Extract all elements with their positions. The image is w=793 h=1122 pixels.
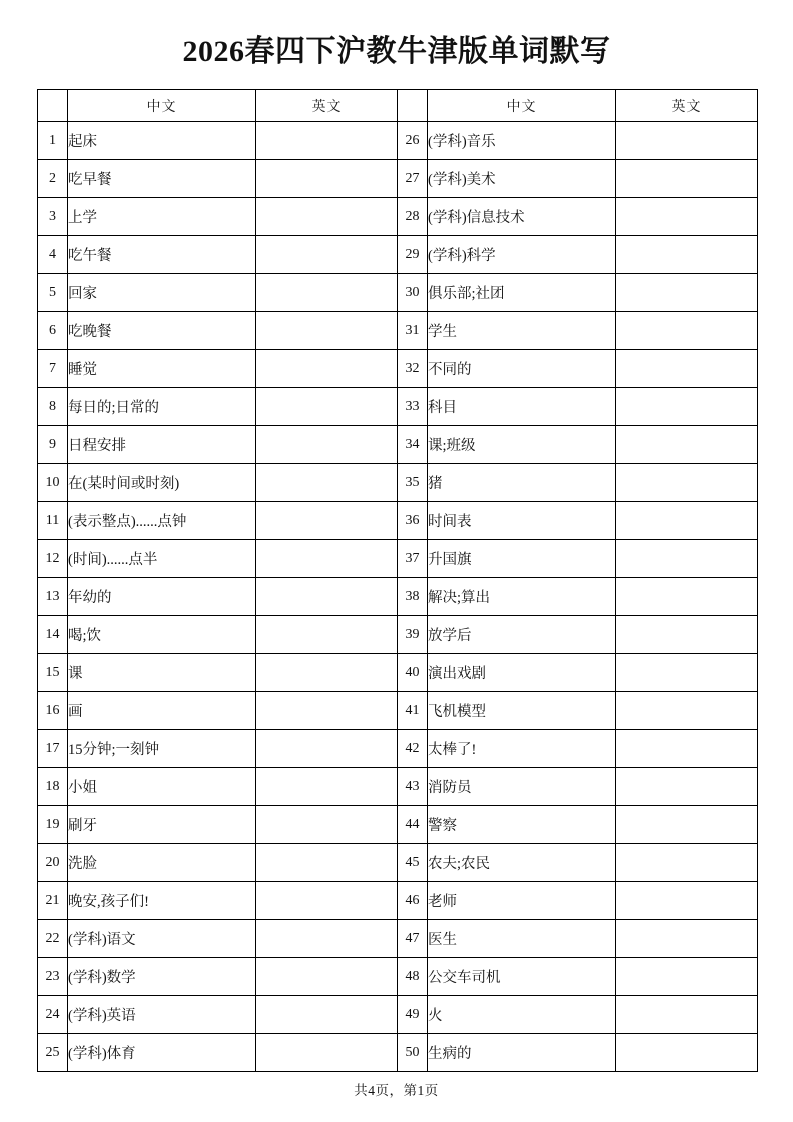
row-number-right: 37: [398, 540, 428, 578]
page-footer: 共4页，第1页: [354, 1083, 439, 1098]
chinese-word-right: 医生: [428, 920, 616, 958]
row-number-right: 40: [398, 654, 428, 692]
row-number-right: 28: [398, 198, 428, 236]
chinese-word-right: 太棒了!: [428, 730, 616, 768]
chinese-word-right: 学生: [428, 312, 616, 350]
chinese-word-left: (时间)......点半: [68, 540, 256, 578]
row-number-right: 49: [398, 996, 428, 1034]
english-answer-left[interactable]: [256, 464, 398, 502]
table-row: [38, 806, 758, 844]
chinese-word-left: 小姐: [68, 768, 256, 806]
row-number-left: 12: [38, 540, 68, 578]
chinese-word-right: 警察: [428, 806, 616, 844]
row-number-right: 46: [398, 882, 428, 920]
chinese-word-left: (学科)英语: [68, 996, 256, 1034]
chinese-word-right: 不同的: [428, 350, 616, 388]
chinese-word-left: 洗脸: [68, 844, 256, 882]
english-answer-right[interactable]: [616, 236, 758, 274]
english-answer-right[interactable]: [616, 312, 758, 350]
english-answer-left[interactable]: [256, 312, 398, 350]
table-row: [38, 312, 758, 350]
english-answer-right[interactable]: [616, 996, 758, 1034]
english-answer-right[interactable]: [616, 502, 758, 540]
header-row: [38, 90, 758, 122]
row-number-right: 29: [398, 236, 428, 274]
row-number-left: 15: [38, 654, 68, 692]
row-number-right: 48: [398, 958, 428, 996]
english-answer-right[interactable]: [616, 844, 758, 882]
header-number-right: [398, 90, 428, 122]
table-row: [38, 236, 758, 274]
chinese-word-right: 公交车司机: [428, 958, 616, 996]
header-number-left: [38, 90, 68, 122]
table-row: [38, 844, 758, 882]
row-number-right: 32: [398, 350, 428, 388]
row-number-right: 30: [398, 274, 428, 312]
english-answer-left[interactable]: [256, 730, 398, 768]
row-number-right: 33: [398, 388, 428, 426]
row-number-left: 6: [38, 312, 68, 350]
table-row: [38, 654, 758, 692]
header-english-left: 英文: [256, 90, 398, 122]
row-number-left: 21: [38, 882, 68, 920]
table-row: [38, 768, 758, 806]
english-answer-left[interactable]: [256, 882, 398, 920]
english-answer-right[interactable]: [616, 692, 758, 730]
row-number-left: 19: [38, 806, 68, 844]
vocabulary-table: [37, 89, 758, 1072]
table-body: [38, 122, 758, 1072]
chinese-word-right: (学科)音乐: [428, 122, 616, 160]
chinese-word-right: (学科)科学: [428, 236, 616, 274]
row-number-right: 41: [398, 692, 428, 730]
table-row: [38, 122, 758, 160]
english-answer-left[interactable]: [256, 578, 398, 616]
table-row: [38, 274, 758, 312]
row-number-left: 8: [38, 388, 68, 426]
chinese-word-left: 课: [68, 654, 256, 692]
chinese-word-left: 吃晚餐: [68, 312, 256, 350]
chinese-word-left: 起床: [68, 122, 256, 160]
row-number-left: 5: [38, 274, 68, 312]
chinese-word-right: 课;班级: [428, 426, 616, 464]
chinese-word-left: 年幼的: [68, 578, 256, 616]
chinese-word-left: (表示整点)......点钟: [68, 502, 256, 540]
chinese-word-left: 日程安排: [68, 426, 256, 464]
chinese-word-right: 火: [428, 996, 616, 1034]
english-answer-right[interactable]: [616, 920, 758, 958]
english-answer-right[interactable]: [616, 540, 758, 578]
chinese-word-right: 俱乐部;社团: [428, 274, 616, 312]
table-row: [38, 958, 758, 996]
table-row: [38, 616, 758, 654]
english-answer-right[interactable]: [616, 426, 758, 464]
row-number-right: 43: [398, 768, 428, 806]
chinese-word-right: 演出戏剧: [428, 654, 616, 692]
row-number-left: 9: [38, 426, 68, 464]
chinese-word-left: 画: [68, 692, 256, 730]
english-answer-left[interactable]: [256, 540, 398, 578]
english-answer-left[interactable]: [256, 274, 398, 312]
table-row: [38, 730, 758, 768]
english-answer-right[interactable]: [616, 730, 758, 768]
chinese-word-left: 吃早餐: [68, 160, 256, 198]
english-answer-left[interactable]: [256, 350, 398, 388]
english-answer-left[interactable]: [256, 996, 398, 1034]
row-number-left: 2: [38, 160, 68, 198]
row-number-right: 26: [398, 122, 428, 160]
chinese-word-right: (学科)信息技术: [428, 198, 616, 236]
chinese-word-left: (学科)数学: [68, 958, 256, 996]
english-answer-right[interactable]: [616, 274, 758, 312]
english-answer-right[interactable]: [616, 616, 758, 654]
english-answer-right[interactable]: [616, 882, 758, 920]
row-number-left: 22: [38, 920, 68, 958]
header-chinese-right: 中文: [428, 90, 616, 122]
chinese-word-left: (学科)体育: [68, 1034, 256, 1072]
row-number-right: 36: [398, 502, 428, 540]
table-row: [38, 540, 758, 578]
row-number-right: 35: [398, 464, 428, 502]
table-row: [38, 996, 758, 1034]
chinese-word-right: 时间表: [428, 502, 616, 540]
english-answer-right[interactable]: [616, 198, 758, 236]
chinese-word-right: 老师: [428, 882, 616, 920]
row-number-left: 7: [38, 350, 68, 388]
english-answer-left[interactable]: [256, 958, 398, 996]
table-row: [38, 160, 758, 198]
table-row: [38, 426, 758, 464]
chinese-word-left: 喝;饮: [68, 616, 256, 654]
row-number-right: 45: [398, 844, 428, 882]
row-number-left: 20: [38, 844, 68, 882]
table-row: [38, 578, 758, 616]
chinese-word-right: 生病的: [428, 1034, 616, 1072]
english-answer-left[interactable]: [256, 426, 398, 464]
english-answer-left[interactable]: [256, 122, 398, 160]
row-number-right: 38: [398, 578, 428, 616]
chinese-word-left: 睡觉: [68, 350, 256, 388]
chinese-word-left: 晚安,孩子们!: [68, 882, 256, 920]
header-english-right: 英文: [616, 90, 758, 122]
english-answer-right[interactable]: [616, 654, 758, 692]
english-answer-left[interactable]: [256, 692, 398, 730]
row-number-left: 17: [38, 730, 68, 768]
english-answer-left[interactable]: [256, 616, 398, 654]
chinese-word-left: 在(某时间或时刻): [68, 464, 256, 502]
english-answer-right[interactable]: [616, 578, 758, 616]
table-header: [38, 90, 758, 122]
row-number-left: 16: [38, 692, 68, 730]
chinese-word-right: 消防员: [428, 768, 616, 806]
chinese-word-right: 猪: [428, 464, 616, 502]
chinese-word-left: 上学: [68, 198, 256, 236]
english-answer-right[interactable]: [616, 350, 758, 388]
row-number-left: 14: [38, 616, 68, 654]
row-number-right: 27: [398, 160, 428, 198]
english-answer-right[interactable]: [616, 160, 758, 198]
english-answer-left[interactable]: [256, 160, 398, 198]
row-number-left: 24: [38, 996, 68, 1034]
chinese-word-right: 放学后: [428, 616, 616, 654]
table-row: [38, 1034, 758, 1072]
english-answer-left[interactable]: [256, 844, 398, 882]
row-number-left: 11: [38, 502, 68, 540]
english-answer-left[interactable]: [256, 920, 398, 958]
row-number-right: 39: [398, 616, 428, 654]
row-number-right: 50: [398, 1034, 428, 1072]
english-answer-right[interactable]: [616, 464, 758, 502]
chinese-word-right: 科目: [428, 388, 616, 426]
row-number-left: 23: [38, 958, 68, 996]
table-row: [38, 920, 758, 958]
english-answer-right[interactable]: [616, 806, 758, 844]
row-number-right: 42: [398, 730, 428, 768]
chinese-word-right: 飞机模型: [428, 692, 616, 730]
row-number-left: 10: [38, 464, 68, 502]
english-answer-left[interactable]: [256, 1034, 398, 1072]
row-number-right: 47: [398, 920, 428, 958]
english-answer-left[interactable]: [256, 654, 398, 692]
table-row: [38, 502, 758, 540]
english-answer-left[interactable]: [256, 198, 398, 236]
english-answer-right[interactable]: [616, 768, 758, 806]
chinese-word-left: 刷牙: [68, 806, 256, 844]
chinese-word-left: 15分钟;一刻钟: [68, 730, 256, 768]
chinese-word-right: 农夫;农民: [428, 844, 616, 882]
header-chinese-left: 中文: [68, 90, 256, 122]
chinese-word-right: 升国旗: [428, 540, 616, 578]
english-answer-left[interactable]: [256, 502, 398, 540]
table-row: [38, 198, 758, 236]
table-row: [38, 464, 758, 502]
english-answer-right[interactable]: [616, 122, 758, 160]
row-number-right: 31: [398, 312, 428, 350]
row-number-left: 1: [38, 122, 68, 160]
row-number-left: 13: [38, 578, 68, 616]
row-number-left: 3: [38, 198, 68, 236]
row-number-right: 44: [398, 806, 428, 844]
english-answer-left[interactable]: [256, 806, 398, 844]
chinese-word-left: (学科)语文: [68, 920, 256, 958]
chinese-word-right: (学科)美术: [428, 160, 616, 198]
chinese-word-left: 回家: [68, 274, 256, 312]
row-number-left: 4: [38, 236, 68, 274]
english-answer-right[interactable]: [616, 1034, 758, 1072]
page-title: 2026春四下沪教牛津版单词默写: [182, 35, 611, 68]
row-number-left: 18: [38, 768, 68, 806]
chinese-word-left: 每日的;日常的: [68, 388, 256, 426]
row-number-left: 25: [38, 1034, 68, 1072]
chinese-word-right: 解决;算出: [428, 578, 616, 616]
table-row: [38, 882, 758, 920]
english-answer-left[interactable]: [256, 236, 398, 274]
table-row: [38, 388, 758, 426]
chinese-word-left: 吃午餐: [68, 236, 256, 274]
row-number-right: 34: [398, 426, 428, 464]
english-answer-left[interactable]: [256, 388, 398, 426]
table-row: [38, 350, 758, 388]
english-answer-right[interactable]: [616, 388, 758, 426]
table-row: [38, 692, 758, 730]
english-answer-left[interactable]: [256, 768, 398, 806]
english-answer-right[interactable]: [616, 958, 758, 996]
